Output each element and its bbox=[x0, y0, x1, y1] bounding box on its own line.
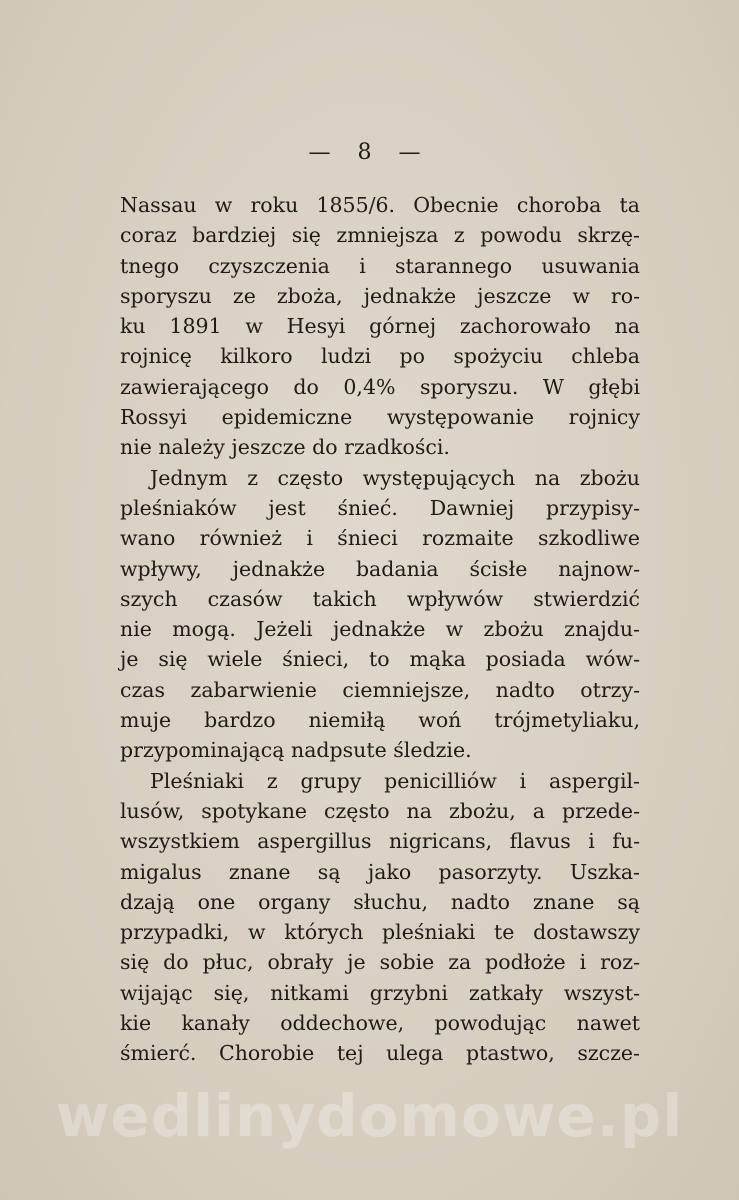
body-text bbox=[120, 190, 640, 1069]
text-line: rojnicę kilkoro ludzi po spożyciu chleba bbox=[120, 344, 640, 369]
text-line: pleśniaków jest śnieć. Dawniej przypisy- bbox=[120, 495, 640, 520]
text-line: się do płuc, obrały je sobie za podłoże i roz- bbox=[120, 950, 640, 975]
paragraph-3 bbox=[120, 766, 640, 1069]
text-line: śmierć. Chorobie tej ulega ptastwo, szcze- bbox=[120, 1041, 640, 1066]
text-line: wpływy, jednakże badania ścisłe najnow- bbox=[120, 556, 640, 581]
paragraph-2 bbox=[120, 463, 640, 766]
text-line: wano również i śnieci rozmaite szkodliwe bbox=[120, 526, 640, 551]
text-line: czas zabarwienie ciemniejsze, nadto otrzy- bbox=[120, 677, 640, 702]
text-line: muje bardzo niemiłą woń trójmetyliaku, bbox=[120, 708, 640, 733]
text-line: sporyszu ze zboża, jednakże jeszcze w ro- bbox=[120, 283, 640, 308]
text-line: migalus znane są jako pasorzyty. Uszka- bbox=[120, 859, 640, 884]
text-line: dzają one organy słuchu, nadto znane są bbox=[120, 889, 640, 914]
text-line: tnego czyszczenia i starannego usuwania bbox=[120, 253, 640, 278]
text-line: kie kanały oddechowe, powodując nawet bbox=[120, 1011, 640, 1036]
paragraph-1 bbox=[120, 190, 640, 463]
text-line: lusów, spotykane często na zbożu, a przede- bbox=[120, 798, 640, 823]
text-line: zawierającego do 0,4% sporyszu. W głębi bbox=[120, 374, 640, 399]
text-line: Nassau w roku 1855/6. Obecnie choroba ta bbox=[120, 193, 640, 217]
text-line: Rossyi epidemiczne występowanie rojnicy bbox=[120, 405, 640, 430]
text-line: przypominającą nadpsute śledzie. bbox=[120, 738, 472, 763]
text-line: przypadki, w których pleśniaki te dostawszy bbox=[120, 920, 640, 945]
text-line: nie należy jeszcze do rzadkości. bbox=[120, 435, 450, 460]
text-line: wijając się, nitkami grzybni zatkały wszyst- bbox=[120, 980, 640, 1005]
text-line: Pleśniaki z grupy penicilliów i aspergil- bbox=[150, 768, 640, 793]
text-line: Jednym z często występujących na zbożu bbox=[150, 465, 640, 490]
text-line: je się wiele śnieci, to mąka posiada wów- bbox=[120, 647, 640, 672]
text-line: szych czasów takich wpływów stwierdzić bbox=[120, 586, 640, 611]
page-number: — 8 — bbox=[308, 140, 431, 165]
watermark: wedlinydomowe.pl bbox=[55, 1082, 684, 1150]
text-line: coraz bardziej się zmniejsza z powodu skrzę- bbox=[120, 223, 640, 248]
text-line: nie mogą. Jeżeli jednakże w zbożu znajdu- bbox=[120, 617, 640, 642]
text-line: ku 1891 w Hesyi górnej zachorowało na bbox=[120, 314, 640, 339]
text-line: wszystkiem aspergillus nigricans, flavus i fu- bbox=[120, 829, 640, 854]
